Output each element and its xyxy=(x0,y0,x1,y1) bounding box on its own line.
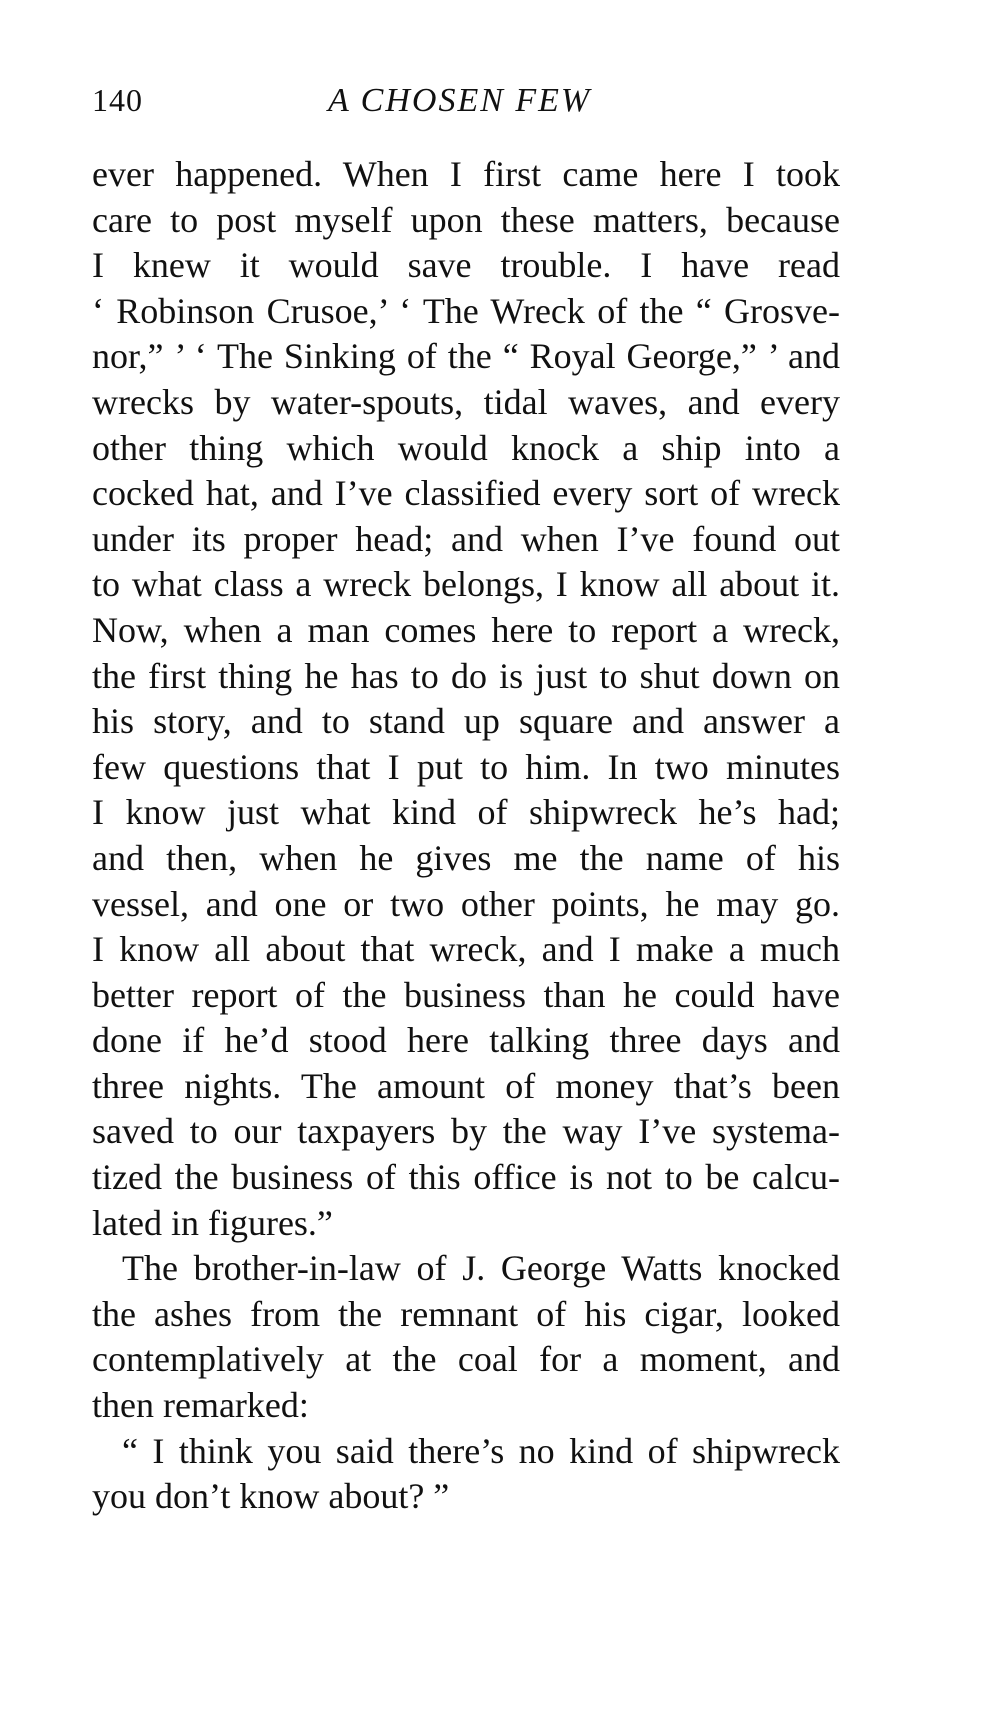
body-text xyxy=(92,152,840,1520)
text-line: three nights. The amount of money that’s been xyxy=(92,1065,840,1106)
text-line: tized the business of this office is not to be calcu- xyxy=(92,1157,840,1198)
running-head xyxy=(92,82,842,128)
text-line: other thing which would knock a ship into a xyxy=(92,427,840,468)
text-line: under its proper head; and when I’ve found out xyxy=(92,518,840,559)
paragraph xyxy=(92,1429,840,1520)
text-line: done if he’d stood here talking three days and xyxy=(92,1020,840,1061)
text-line: I knew it would save trouble. I have read xyxy=(92,245,840,286)
paragraph xyxy=(92,1246,840,1428)
text-line: lated in figures.” xyxy=(92,1202,333,1243)
text-line: nor,” ’ ‘ The Sinking of the “ Royal George,” ’ and xyxy=(92,336,840,377)
text-line: I know all about that wreck, and I make a much xyxy=(92,929,840,970)
text-line: then remarked: xyxy=(92,1385,309,1426)
text-line: contemplatively at the coal for a moment, and xyxy=(92,1339,840,1380)
text-line: care to post myself upon these matters, because xyxy=(92,199,840,240)
text-line: cocked hat, and I’ve classified every sort of wreck xyxy=(92,473,840,514)
text-line: saved to our taxpayers by the way I’ve systema- xyxy=(92,1111,840,1152)
text-line: ever happened. When I first came here I took xyxy=(92,154,840,194)
page-number: 140 xyxy=(92,82,143,118)
text-line: ‘ Robinson Crusoe,’ ‘ The Wreck of the “ Grosve- xyxy=(92,290,840,331)
text-line: I know just what kind of shipwreck he’s had; xyxy=(92,792,840,833)
text-line: vessel, and one or two other points, he may go. xyxy=(92,883,840,924)
text-line: the first thing he has to do is just to shut down on xyxy=(92,655,840,696)
text-line: and then, when he gives me the name of his xyxy=(92,837,840,878)
text-line: wrecks by water-spouts, tidal waves, and every xyxy=(92,381,840,422)
text-line: Now, when a man comes here to report a wreck, xyxy=(92,609,840,650)
text-line: to what class a wreck belongs, I know all about it. xyxy=(92,564,840,605)
text-line: The brother-in-law of J. George Watts knocked xyxy=(122,1248,840,1289)
text-line: “ I think you said there’s no kind of shipwreck xyxy=(122,1430,840,1471)
running-title: A CHOSEN FEW xyxy=(328,82,592,119)
paragraph xyxy=(92,152,840,1246)
text-line: better report of the business than he could have xyxy=(92,974,840,1015)
text-line: few questions that I put to him. In two minutes xyxy=(92,746,840,787)
text-line: his story, and to stand up square and answer a xyxy=(92,701,840,742)
text-line: you don’t know about? ” xyxy=(92,1476,450,1517)
text-line: the ashes from the remnant of his cigar, looked xyxy=(92,1293,840,1334)
